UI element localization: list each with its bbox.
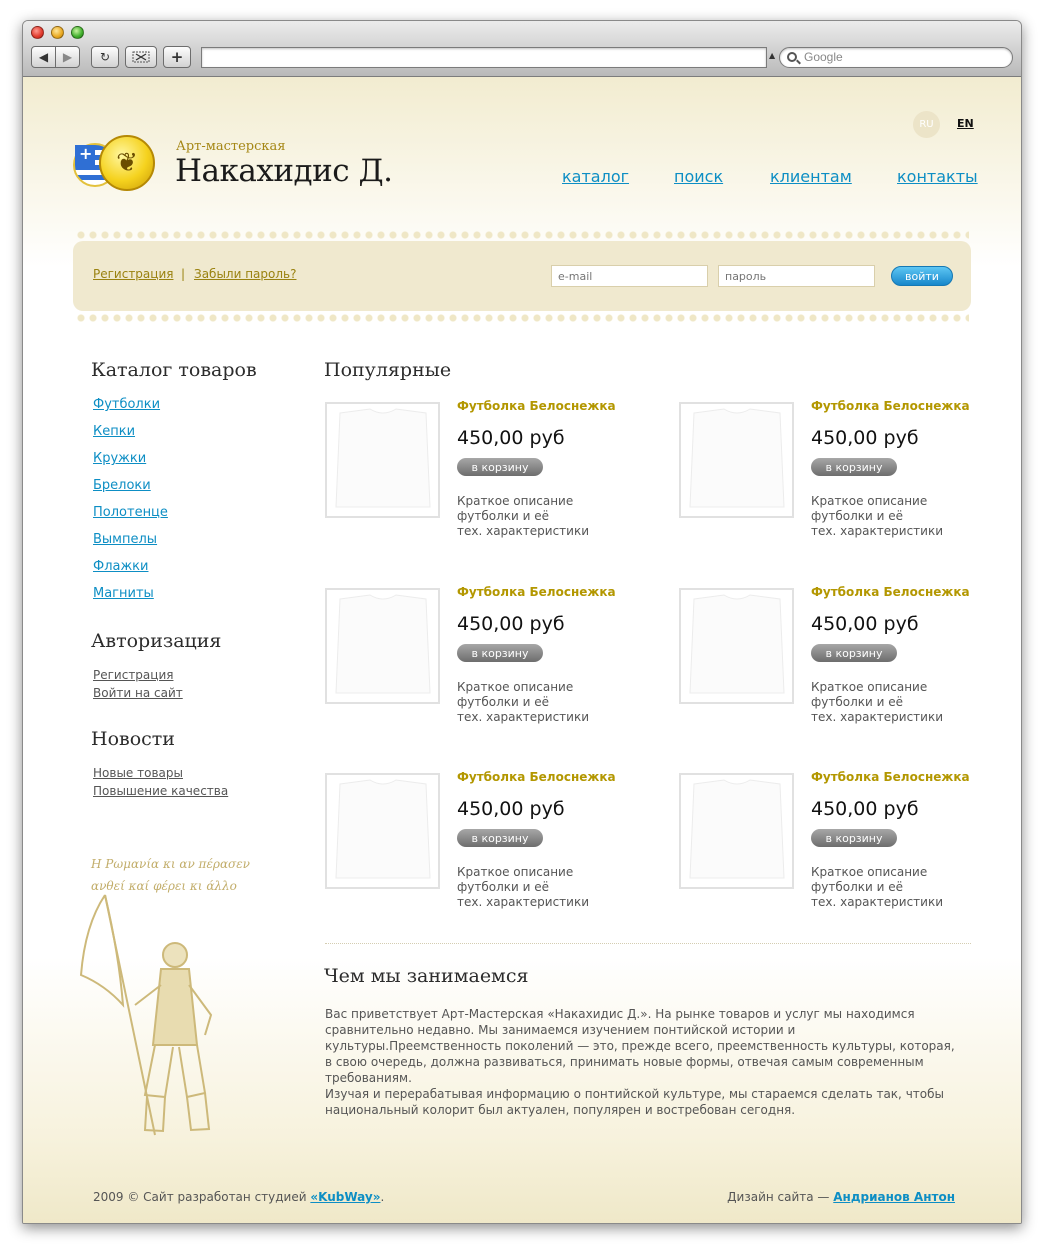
product-image[interactable] — [325, 588, 440, 704]
browser-toolbar — [23, 21, 1021, 77]
auth-register-link[interactable]: Регистрация — [93, 668, 174, 682]
about-paragraph-1: Вас приветствует Арт-Мастерская «Накахидис Д.». На рынке товаров и услуг мы находимся сравнительно недавно. Мы занимаемся изучением понтийской истории и культуры.Преемственность поколений — это, прежде всего, преемственность культуры, которая, в свою очередь, должна развиваться, принимать новые формы, отвечая самым современным требованиям. — [325, 1007, 955, 1085]
back-arrow-icon: ◀ — [38, 50, 49, 64]
section-divider — [325, 943, 971, 944]
product-name[interactable]: Футболка Белоснежка — [457, 770, 616, 784]
reload-icon: ↻ — [99, 50, 111, 64]
greek-quote-line-2: ανθεί καί φέρει κι άλλο — [91, 879, 237, 893]
minimize-window-button[interactable] — [51, 26, 64, 39]
site-title: Накахидис Д. — [175, 153, 393, 189]
lang-en-link[interactable]: EN — [957, 117, 974, 130]
product-image[interactable] — [679, 402, 794, 518]
login-button[interactable]: войти — [891, 266, 953, 286]
nav-catalog[interactable]: каталог — [562, 167, 630, 186]
scissors-icon — [132, 51, 150, 63]
logo[interactable] — [73, 135, 157, 195]
designer-link[interactable]: Андрианов Антон — [833, 1190, 955, 1204]
email-field[interactable] — [551, 265, 708, 287]
tshirt-icon — [684, 778, 790, 884]
forward-arrow-icon: ▶ — [62, 50, 73, 64]
footer-design-text: Дизайн сайта — — [727, 1190, 834, 1204]
add-to-cart-button[interactable]: в корзину — [457, 829, 543, 847]
catalog-item-towels[interactable]: Полотенце — [93, 505, 168, 520]
tshirt-icon — [684, 593, 790, 699]
catalog-item-flags[interactable]: Флажки — [93, 559, 149, 574]
search-placeholder: Google — [804, 50, 843, 64]
zoom-window-button[interactable] — [71, 26, 84, 39]
product-price: 450,00 руб — [811, 427, 919, 449]
lang-ru-button[interactable]: RU — [913, 111, 940, 138]
product-image[interactable] — [679, 588, 794, 704]
search-icon — [787, 52, 797, 62]
product-price: 450,00 руб — [811, 613, 919, 635]
news-item-quality[interactable]: Повышение качества — [93, 784, 229, 798]
news-item-new-products[interactable]: Новые товары — [93, 766, 183, 780]
product-description: Краткое описание футболки и её тех. характеристики — [457, 494, 589, 538]
tshirt-icon — [684, 407, 790, 513]
greek-quote-line-1: Η Ρωμανία κι αν πέρασεν — [91, 857, 250, 871]
browser-search-field[interactable] — [779, 47, 1013, 68]
catalog-heading: Каталог товаров — [91, 359, 257, 381]
snapshot-button[interactable] — [125, 46, 157, 68]
add-bookmark-button[interactable] — [163, 46, 191, 68]
nav-search[interactable]: поиск — [674, 167, 724, 186]
catalog-item-pennants[interactable]: Вымпелы — [93, 532, 158, 547]
about-heading: Чем мы занимаемся — [324, 965, 529, 987]
product-description: Краткое описание футболки и её тех. характеристики — [811, 680, 943, 724]
news-heading: Новости — [91, 728, 175, 750]
product-name[interactable]: Футболка Белоснежка — [811, 770, 970, 784]
footer-copyright-text: 2009 © Сайт разработан студией — [93, 1190, 311, 1204]
nav-clients[interactable]: клиентам — [770, 167, 852, 186]
product-name[interactable]: Футболка Белоснежка — [811, 399, 970, 413]
about-paragraph-2: Изучая и перерабатывая информацию о понтийской культуре, мы стараемся сделать так, чтобы национальный колорит был актуален, популярен и востребован сегодня. — [325, 1087, 944, 1117]
product-name[interactable]: Футболка Белоснежка — [457, 585, 616, 599]
product-description: Краткое описание футболки и её тех. характеристики — [811, 865, 943, 909]
tshirt-icon — [330, 407, 436, 513]
address-dropdown-icon[interactable]: ▲ — [769, 51, 776, 60]
web-page — [23, 77, 1022, 1224]
footer-copyright — [93, 1190, 384, 1204]
add-to-cart-button[interactable]: в корзину — [811, 829, 897, 847]
catalog-item-keychains[interactable]: Брелоки — [93, 478, 151, 493]
product-name[interactable]: Футболка Белоснежка — [457, 399, 616, 413]
add-to-cart-button[interactable]: в корзину — [811, 458, 897, 476]
catalog-item-magnets[interactable]: Магниты — [93, 586, 154, 601]
forgot-password-link[interactable]: Забыли пароль? — [194, 267, 297, 281]
link-separator: | — [181, 267, 186, 281]
catalog-item-tshirts[interactable]: Футболки — [93, 397, 161, 412]
popular-heading: Популярные — [324, 359, 452, 381]
catalog-item-mugs[interactable]: Кружки — [93, 451, 147, 466]
product-price: 450,00 руб — [457, 613, 565, 635]
auth-heading: Авторизация — [91, 630, 222, 652]
close-window-button[interactable] — [31, 26, 44, 39]
kubway-link[interactable]: «KubWay» — [310, 1190, 381, 1204]
product-description: Краткое описание футболки и её тех. характеристики — [457, 680, 589, 724]
plus-icon: + — [170, 48, 184, 66]
add-to-cart-button[interactable]: в корзину — [457, 644, 543, 662]
tshirt-icon — [330, 778, 436, 884]
footer-design-credit — [727, 1190, 955, 1204]
product-image[interactable] — [325, 773, 440, 889]
back-button[interactable] — [31, 46, 56, 68]
product-price: 450,00 руб — [457, 798, 565, 820]
reload-button[interactable] — [91, 46, 119, 68]
address-bar[interactable] — [201, 47, 767, 68]
product-description: Краткое описание футболки и её тех. характеристики — [457, 865, 589, 909]
catalog-item-caps[interactable]: Кепки — [93, 424, 136, 439]
site-subtitle: Арт-мастерская — [176, 139, 286, 154]
lace-border-top — [75, 229, 969, 241]
add-to-cart-button[interactable]: в корзину — [811, 644, 897, 662]
product-price: 450,00 руб — [811, 798, 919, 820]
product-name[interactable]: Футболка Белоснежка — [811, 585, 970, 599]
product-description: Краткое описание футболки и её тех. характеристики — [811, 494, 943, 538]
register-link[interactable]: Регистрация — [93, 267, 174, 281]
pontic-warrior-illustration — [75, 835, 255, 1145]
auth-login-link[interactable]: Войти на сайт — [93, 686, 183, 700]
lace-border-bottom — [75, 312, 969, 324]
browser-window — [22, 20, 1022, 1224]
tshirt-icon — [330, 593, 436, 699]
add-to-cart-button[interactable]: в корзину — [457, 458, 543, 476]
password-field[interactable] — [718, 265, 875, 287]
product-image[interactable] — [679, 773, 794, 889]
product-image[interactable] — [325, 402, 440, 518]
product-price: 450,00 руб — [457, 427, 565, 449]
eagle-coin-icon: ❦ — [99, 135, 155, 191]
footer-copyright-end: . — [380, 1190, 385, 1204]
nav-contacts[interactable]: контакты — [897, 167, 978, 186]
forward-button[interactable] — [55, 46, 80, 68]
